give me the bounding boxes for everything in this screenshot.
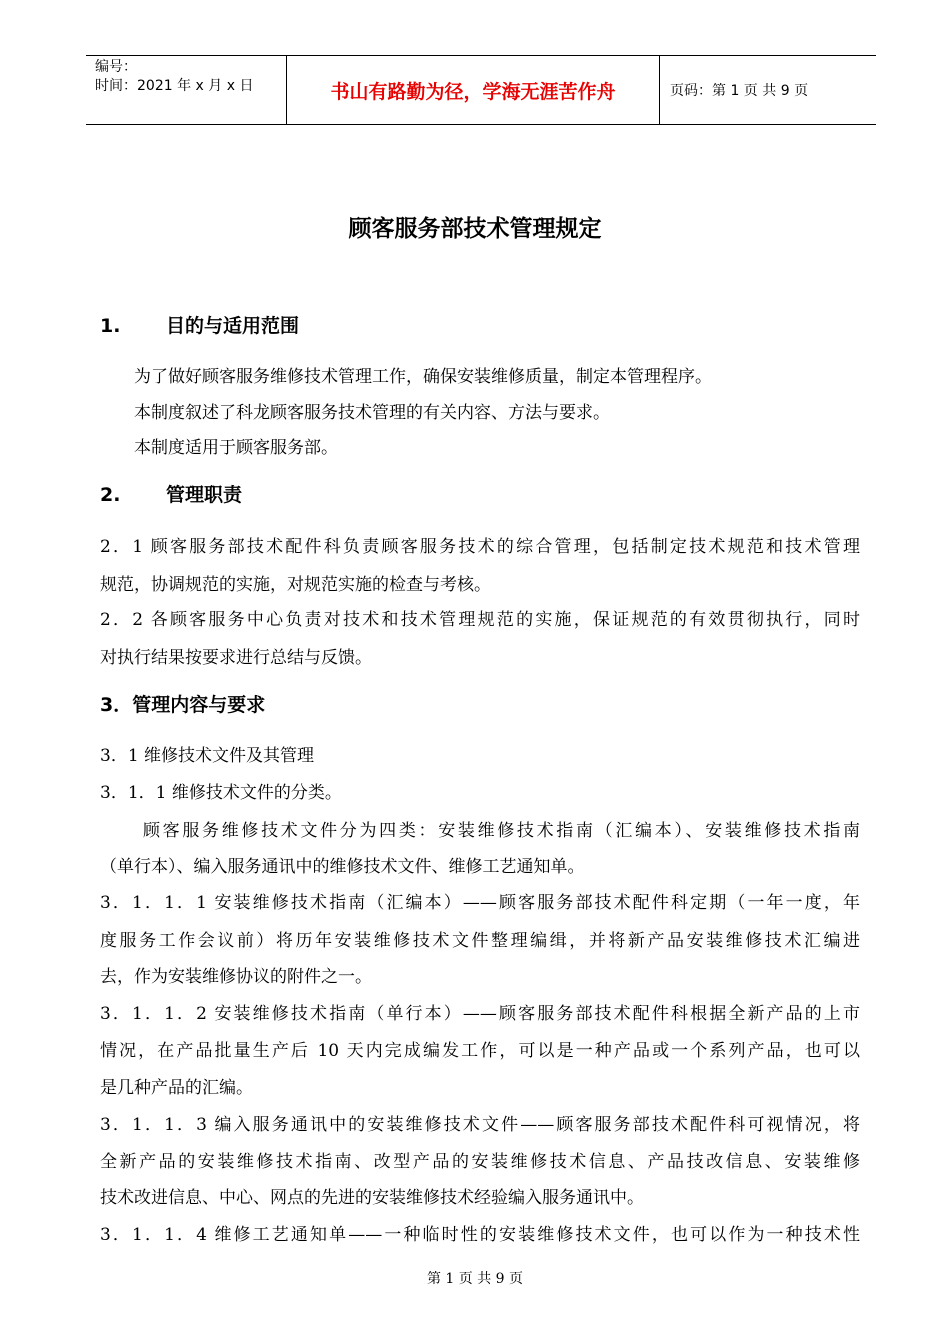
section-2-title: 管理职责: [166, 484, 243, 506]
section-3-line: 3．1．1 维修技术文件的分类。: [100, 783, 342, 803]
section-2-line: 对执行结果按要求进行总结与反馈。: [100, 648, 372, 668]
document-title: 顾客服务部技术管理规定: [348, 216, 602, 242]
section-1-line: 本制度适用于顾客服务部。: [134, 438, 338, 458]
section-3-line: 3．1．1．3 编入服务通讯中的安装维修技术文件——顾客服务部技术配件科可视情况，将: [100, 1115, 860, 1135]
section-1-title: 目的与适用范围: [166, 315, 300, 337]
section-3-line: 技术改进信息、中心、网点的先进的安装维修技术经验编入服务通讯中。: [100, 1188, 644, 1208]
section-3-line: 3．1 维修技术文件及其管理: [100, 746, 315, 766]
document-number-label: 编号：: [95, 59, 137, 75]
document-time-label: 时间：2021 年 x 月 x 日: [95, 78, 254, 94]
section-3-line: 3．1．1．2 安装维修技术指南（单行本）——顾客服务部技术配件科根据全新产品的上市: [100, 1004, 860, 1024]
section-2-line: 规范，协调规范的实施，对规范实施的检查与考核。: [100, 575, 491, 595]
section-2-line: 2．1 顾客服务部技术配件科负责顾客服务技术的综合管理，包括制定技术规范和技术管理: [100, 537, 860, 557]
section-3-line: 全新产品的安装维修技术指南、改型产品的安装维修技术信息、产品技改信息、安装维修: [100, 1152, 860, 1172]
section-1-heading: [100, 311, 299, 338]
section-3-line: 3．1．1．1 安装维修技术指南（汇编本）——顾客服务部技术配件科定期（一年一度，年: [100, 893, 860, 913]
header-page-info: 页码：第 1 页 共 9 页: [670, 83, 809, 99]
section-3-line: 去，作为安装维修协议的附件之一。: [100, 967, 372, 987]
page-header: [86, 55, 876, 125]
section-1-number: 1.: [100, 315, 121, 337]
section-1-line: 本制度叙述了科龙顾客服务技术管理的有关内容、方法与要求。: [134, 403, 610, 423]
section-3-line: 顾客服务维修技术文件分为四类：安装维修技术指南（汇编本）、安装维修技术指南: [143, 821, 860, 841]
section-3-heading: 3．管理内容与要求: [100, 694, 266, 716]
section-3-line: 度服务工作会议前）将历年安装维修技术文件整理编缉，并将新产品安装维修技术汇编进: [100, 931, 860, 951]
page-footer: 第 1 页 共 9 页: [426, 1271, 524, 1287]
header-motto: 书山有路勤为径，学海无涯苦作舟: [287, 56, 660, 124]
section-2-line: 2．2 各顾客服务中心负责对技术和技术管理规范的实施，保证规范的有效贯彻执行，同时: [100, 610, 860, 630]
section-3-line: 是几种产品的汇编。: [100, 1078, 253, 1098]
section-2-number: 2.: [100, 484, 121, 506]
section-1-line: 为了做好顾客服务维修技术管理工作，确保安装维修质量，制定本管理程序。: [134, 367, 712, 387]
section-3-line: 情况，在产品批量生产后 10 天内完成编发工作，可以是一种产品或一个系列产品，也可以: [100, 1041, 860, 1061]
section-3-line: 3．1．1．4 维修工艺通知单——一种临时性的安装维修技术文件，也可以作为一种技术性: [100, 1225, 860, 1245]
header-meta: [86, 56, 287, 124]
section-3-line: （单行本）、编入服务通讯中的维修技术文件、维修工艺通知单。: [100, 857, 585, 877]
section-2-heading: [100, 480, 242, 507]
